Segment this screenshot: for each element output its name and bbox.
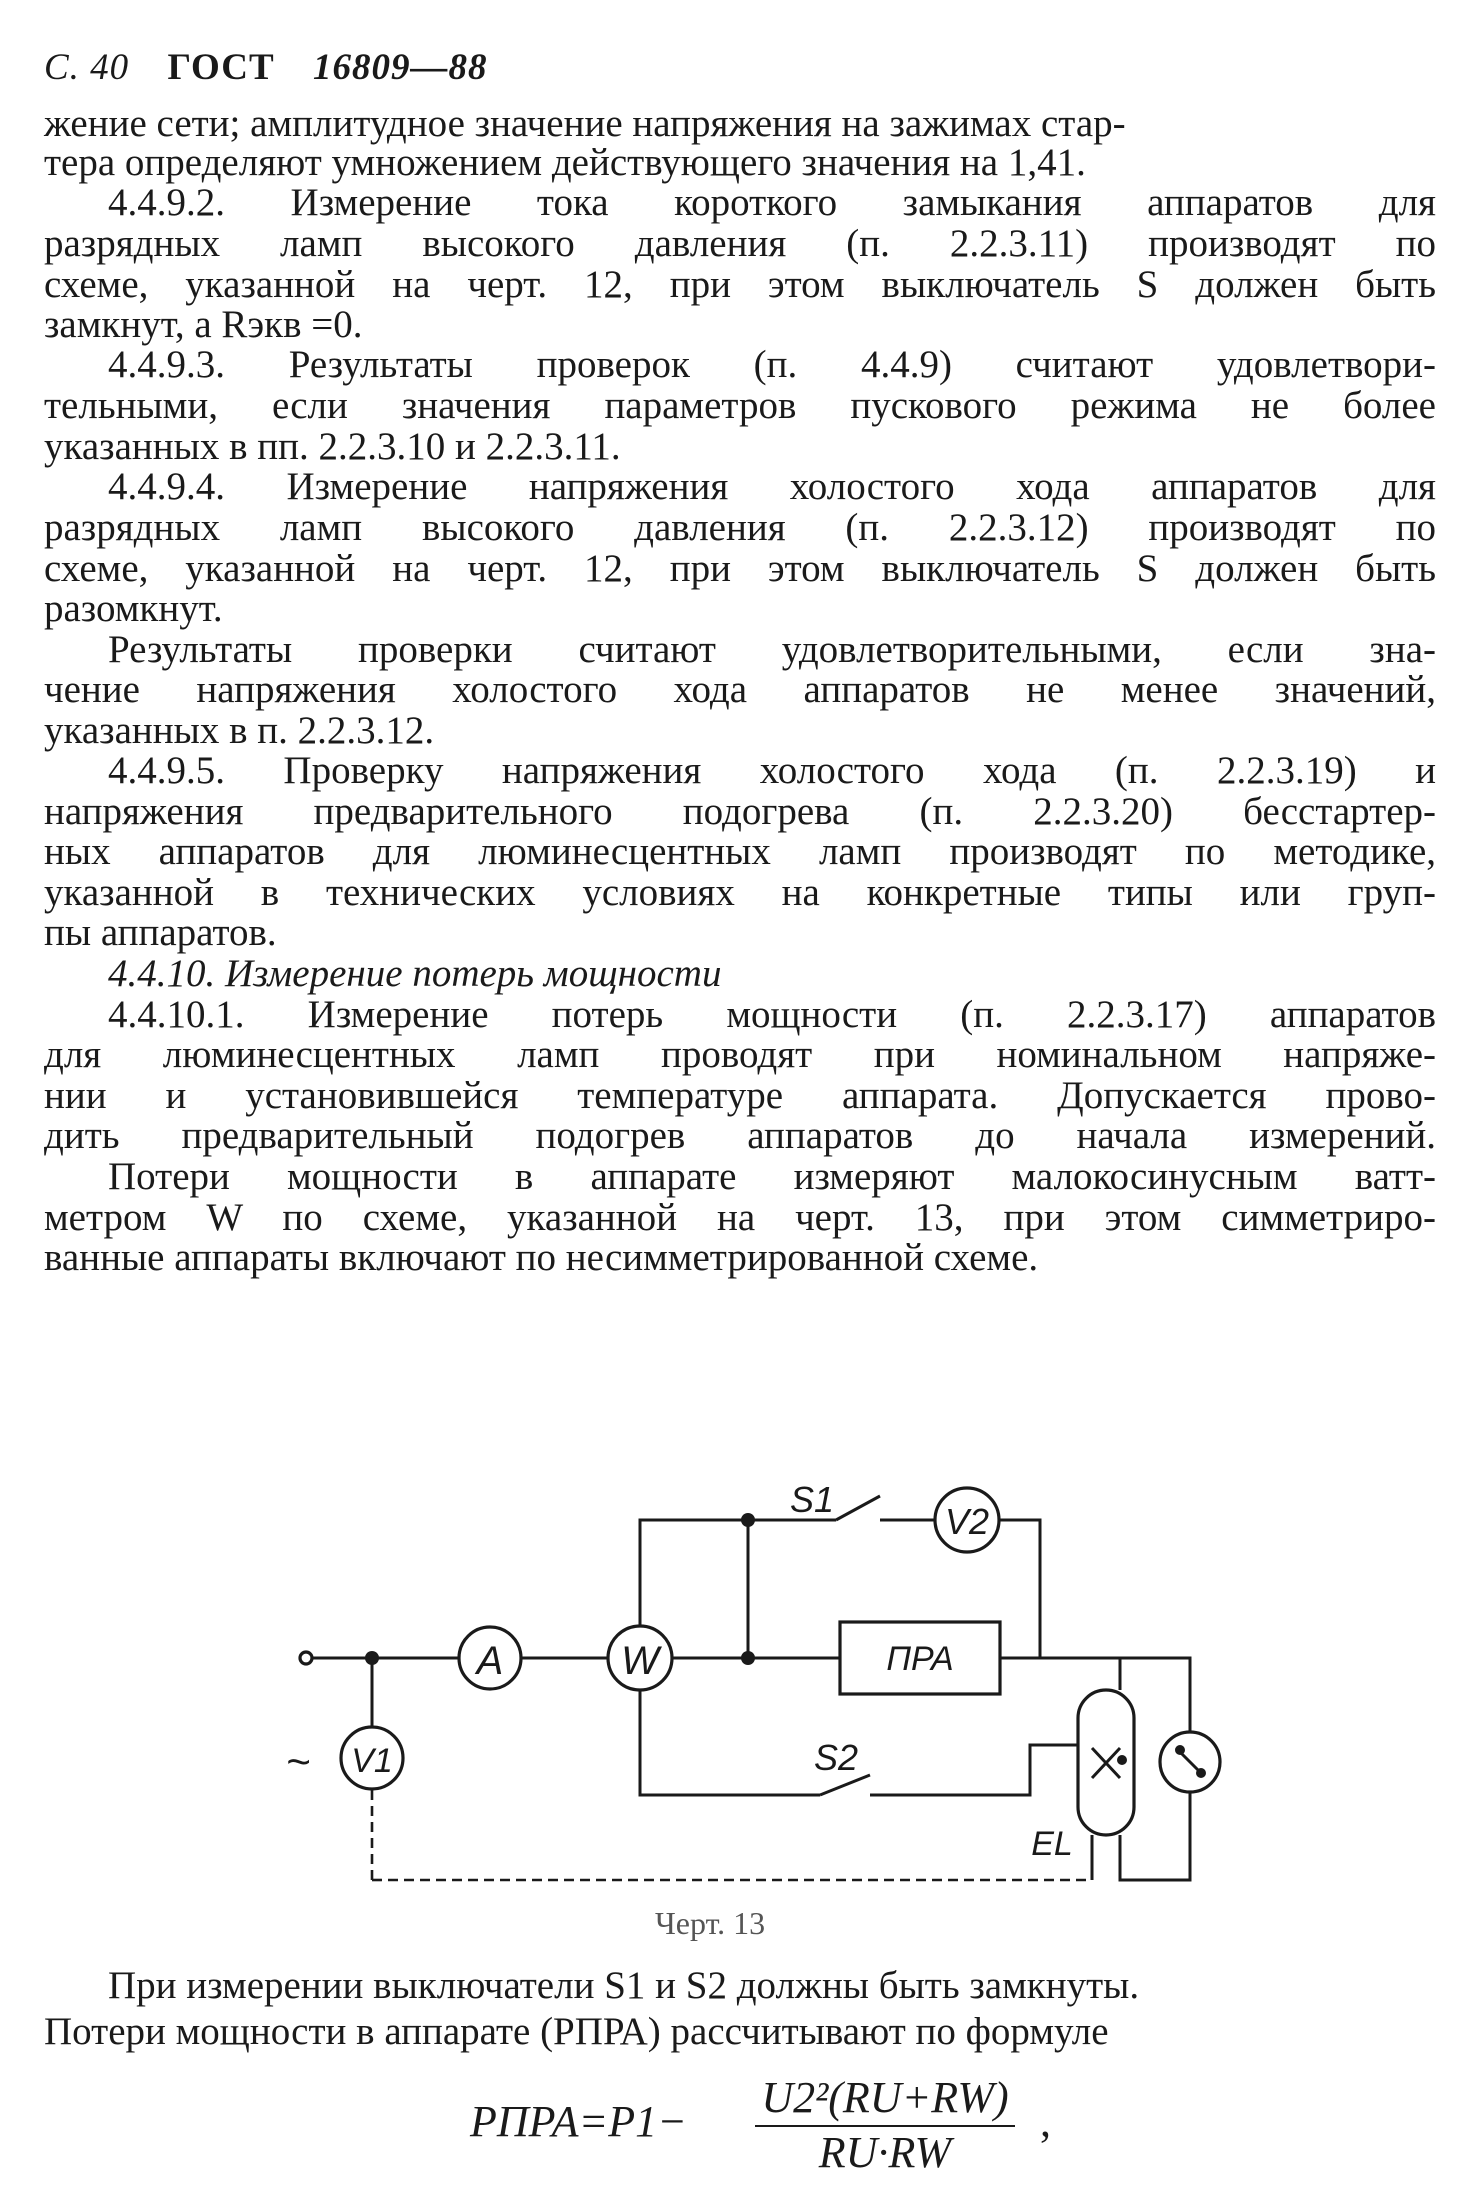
figure-caption: Черт. 13 <box>655 1905 766 1941</box>
gost-label: ГОСТ <box>167 47 275 88</box>
starter-contact-dot <box>1175 1745 1185 1755</box>
text-line: схеме, указанной на черт. 12, при этом выключатель S должен быть <box>44 263 1436 306</box>
text-line: замкнут, а Rэкв =0. <box>44 303 363 346</box>
text-line: напряжения предварительного подогрева (п. 2.2.3.20) бесстартер- <box>44 790 1436 833</box>
input-terminal <box>300 1652 312 1664</box>
standard-number: 16809—88 <box>312 47 488 88</box>
text-line: жение сети; амплитудное значение напряжения на зажимах стар- <box>44 102 1126 145</box>
voltmeter-v1-label: V1 <box>351 1742 393 1780</box>
wattmeter-label: W <box>621 1639 659 1683</box>
lamp-label: EL <box>1031 1825 1073 1863</box>
text-line: чение напряжения холостого хода аппаратов не менее значений, <box>44 668 1436 711</box>
text-line: разрядных ламп высокого давления (п. 2.2.3.12) производят по <box>44 506 1436 549</box>
voltmeter-v2-label: V2 <box>944 1501 990 1542</box>
text-line: При измерении выключатели S1 и S2 должны быть замкнуты. <box>108 1964 1140 2007</box>
switch-s2-label: S2 <box>813 1737 859 1778</box>
s2-switch <box>820 1775 870 1795</box>
text-line: Потери мощности в аппарате измеряют малокосинусным ватт- <box>108 1155 1436 1198</box>
text-line: 4.4.9.3. Результаты проверок (п. 4.4.9) считают удовлетвори- <box>108 343 1436 386</box>
formula <box>470 2073 1051 2177</box>
top-branch-wire <box>999 1520 1040 1658</box>
formula-numerator: U2²(RU+RW) <box>755 2072 1015 2127</box>
text-line: ванные аппараты включают по несимметрированной схеме. <box>44 1236 1039 1279</box>
ballast-wire <box>1000 1658 1120 1690</box>
s2-branch-wire <box>870 1745 1092 1795</box>
formula-lhs: PПРА=P1− <box>470 2097 687 2146</box>
text-line: разомкнут. <box>44 587 223 630</box>
switch-s1-label: S1 <box>789 1479 835 1520</box>
ac-source-symbol: ~ <box>285 1738 311 1785</box>
text-line: Потери мощности в аппарате (PПРА) рассчитывают по формуле <box>44 2010 1109 2053</box>
starter-contact-dot <box>1196 1768 1206 1778</box>
text-line: разрядных ламп высокого давления (п. 2.2.3.11) производят по <box>44 222 1436 265</box>
text-line: пы аппаратов. <box>44 911 277 954</box>
text-line: тера определяют умножением действующего значения на 1,41. <box>44 141 1086 184</box>
formula-denominator: RU·RW <box>818 2128 952 2177</box>
top-branch-wire <box>640 1520 836 1658</box>
text-line: тельными, если значения параметров пускового режима не более <box>44 384 1436 427</box>
text-line: дить предварительный подогрев аппаратов до начала измерений. <box>44 1114 1436 1157</box>
text-line: 4.4.10.1. Измерение потерь мощности (п. 2.2.3.17) аппаратов <box>108 993 1436 1036</box>
text-line: указанных в пп. 2.2.3.10 и 2.2.3.11. <box>44 425 621 468</box>
ballast-label: ПРА <box>886 1640 954 1678</box>
text-line: схеме, указанной на черт. 12, при этом выключатель S должен быть <box>44 547 1436 590</box>
section-heading: 4.4.10. Измерение потерь мощности <box>108 952 722 995</box>
text-line: для люминесцентных ламп проводят при номинальном напряже- <box>44 1033 1436 1076</box>
page-number: С. 40 <box>44 47 130 88</box>
text-line: 4.4.9.5. Проверку напряжения холостого хода (п. 2.2.3.19) и <box>108 749 1436 792</box>
s2-branch-wire <box>640 1690 820 1795</box>
text-line: ных аппаратов для люминесцентных ламп производят по методике, <box>44 830 1436 873</box>
ammeter-label: A <box>476 1639 504 1683</box>
lamp-dot <box>1117 1755 1127 1765</box>
text-line: Результаты проверки считают удовлетворительными, если зна- <box>108 628 1436 671</box>
text-line: 4.4.9.2. Измерение тока короткого замыкания аппаратов для <box>108 181 1436 224</box>
text-line: указанных в п. 2.2.3.12. <box>44 709 435 752</box>
text-line: нии и установившейся температуре аппарата. Допускается прово- <box>44 1074 1436 1117</box>
text-line: метром W по схеме, указанной на черт. 13, при этом симметриро- <box>44 1196 1436 1239</box>
text-line: 4.4.9.4. Измерение напряжения холостого хода аппаратов для <box>108 465 1436 508</box>
formula-fraction <box>755 2072 1015 2178</box>
s1-switch <box>836 1496 880 1520</box>
text-line: указанной в технических условиях на конкретные типы или груп- <box>44 871 1436 914</box>
formula-tail: , <box>1040 2097 1051 2146</box>
